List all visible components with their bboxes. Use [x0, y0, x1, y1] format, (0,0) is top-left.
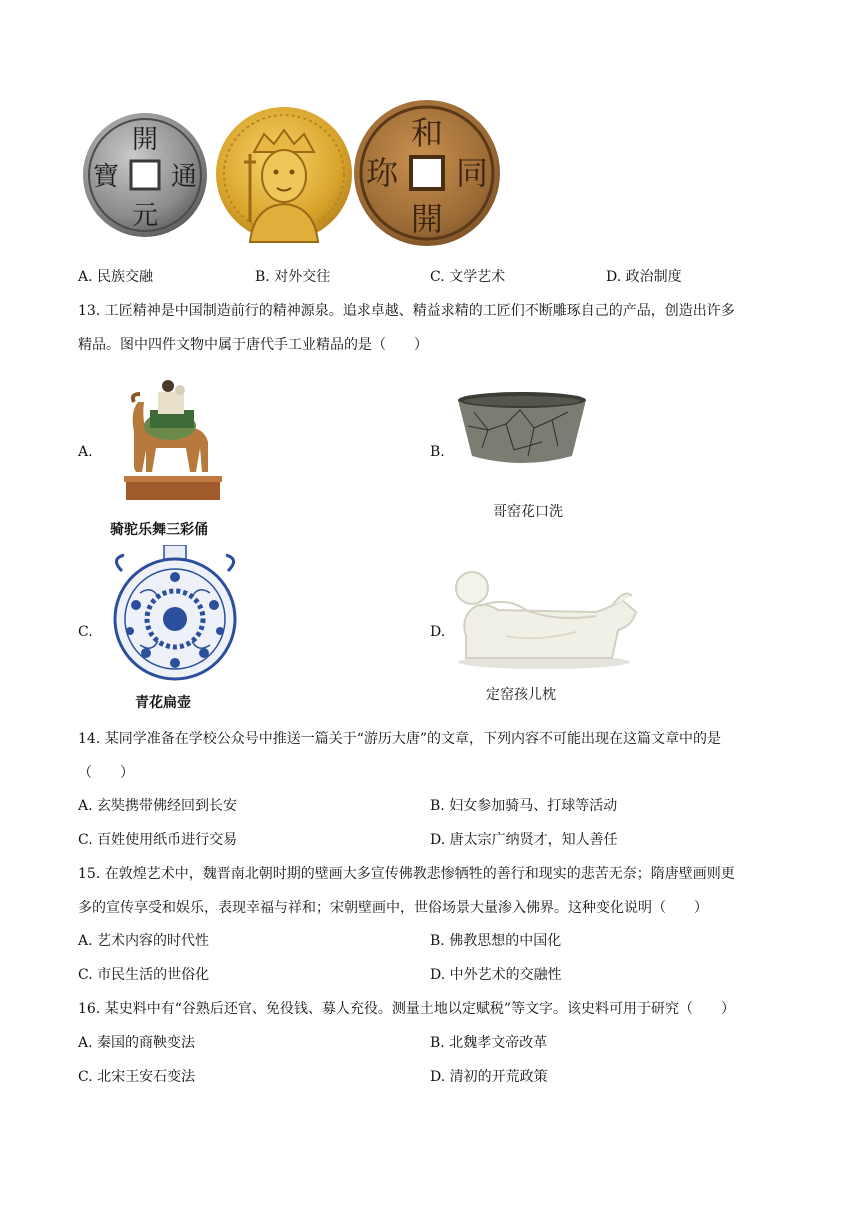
- q16-option-c[interactable]: C. 北宋王安石变法: [78, 1069, 196, 1085]
- q15-option-c[interactable]: C. 市民生活的世俗化: [78, 967, 210, 983]
- q14-option-d[interactable]: D. 唐太宗广纳贤才，知人善任: [430, 832, 618, 848]
- q13-caption-a: 骑驼乐舞三彩俑: [110, 522, 208, 538]
- q13-caption-c: 青花扁壶: [135, 695, 191, 711]
- q16-stem-line1: 16. 某史料中有“谷熟后还官、免役钱、募人充役。测量土地以定赋税”等文字。该史料可用于研究（ ）: [78, 1001, 736, 1017]
- coin1-char-left: 寶: [92, 162, 120, 192]
- q14-stem-line2: （ ）: [78, 765, 134, 781]
- q13-option-c-letter[interactable]: C.: [78, 624, 93, 640]
- q16-option-b[interactable]: B. 北魏孝文帝改革: [430, 1035, 548, 1051]
- q14-option-a[interactable]: A. 玄奘携带佛经回到长安: [78, 798, 238, 814]
- q15-option-a[interactable]: A. 艺术内容的时代性: [78, 933, 210, 949]
- q12-option-c[interactable]: C. 文学艺术: [430, 269, 506, 285]
- q13-option-d-letter[interactable]: D.: [430, 624, 446, 640]
- q13-caption-b: 哥窑花口洗: [493, 504, 563, 520]
- q13-option-a-letter[interactable]: A.: [78, 444, 93, 460]
- coin-wado-kaichin: [352, 98, 502, 248]
- q16-option-d[interactable]: D. 清初的开荒政策: [430, 1069, 548, 1085]
- coin3-char-right: 同: [455, 154, 489, 192]
- q15-option-b[interactable]: B. 佛教思想的中国化: [430, 933, 562, 949]
- q15-stem-line1: 15. 在敦煌艺术中，魏晋南北朝时期的壁画大多宣传佛教悲惨牺牲的善行和现实的悲苦无奈；隋唐壁画则更: [78, 866, 735, 882]
- coin-byzantine-solidus: [214, 104, 354, 244]
- coin3-char-left: 珎: [365, 154, 399, 192]
- ding-ware-child-pillow-image: [446, 566, 642, 670]
- q14-stem-line1: 14. 某同学准备在学校公众号中推送一篇关于“游历大唐”的文章，下列内容不可能出现在这篇文章中的是: [78, 731, 722, 747]
- q15-option-d[interactable]: D. 中外艺术的交融性: [430, 967, 562, 983]
- q13-caption-d: 定窑孩儿枕: [486, 687, 556, 703]
- crackle-glaze-bowl-image: [454, 390, 590, 470]
- camel-figurine-image: [120, 372, 224, 506]
- q14-option-b[interactable]: B. 妇女参加骑马、打球等活动: [430, 798, 618, 814]
- coin-kaiyuan-tongbao: [80, 110, 210, 240]
- q13-stem-line1: 13. 工匠精神是中国制造前行的精神源泉。追求卓越、精益求精的工匠们不断雕琢自己的产品，创造出许多: [78, 303, 735, 319]
- coin3-char-bottom: 開: [410, 200, 444, 238]
- q16-option-a[interactable]: A. 秦国的商鞅变法: [78, 1035, 196, 1051]
- coin1-char-top: 開: [131, 125, 159, 155]
- q12-option-d[interactable]: D. 政治制度: [606, 269, 682, 285]
- coin1-char-right: 通: [170, 162, 198, 192]
- q14-option-c[interactable]: C. 百姓使用纸币进行交易: [78, 832, 238, 848]
- q12-option-b[interactable]: B. 对外交往: [255, 269, 331, 285]
- coin3-char-top: 和: [410, 114, 444, 152]
- coin1-char-bottom: 元: [131, 201, 159, 231]
- q15-stem-line2: 多的宣传享受和娱乐，表现幸福与祥和；宋朝壁画中，世俗场景大量渗入佛界。这种变化说明（ ）: [78, 900, 708, 916]
- q12-option-a[interactable]: A. 民族交融: [78, 269, 154, 285]
- q13-option-b-letter[interactable]: B.: [430, 444, 445, 460]
- blue-white-flask-image: [106, 545, 244, 681]
- q13-stem-line2: 精品。图中四件文物中属于唐代手工业精品的是（ ）: [78, 337, 428, 353]
